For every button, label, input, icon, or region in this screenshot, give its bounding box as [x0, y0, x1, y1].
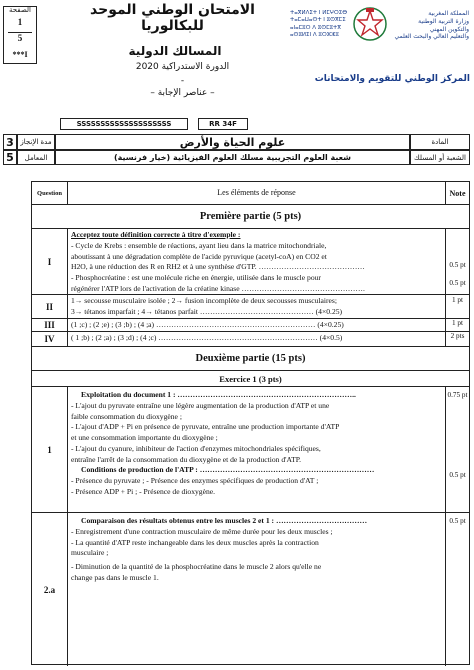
answers-ar: – عناصر الإجابة – [150, 88, 215, 98]
table-row [32, 294, 469, 318]
exercise1-title-row [32, 370, 469, 386]
answer-note: 0.5 pt [445, 513, 469, 666]
table-row [32, 318, 469, 331]
exam-header [0, 0, 474, 165]
part2-title: Deuxième partie (15 pts) [195, 353, 306, 364]
filiere-label: الشعبة أو المسلك [410, 150, 470, 165]
answer-elements: Comparaison des résultats obtenus entre les muscles 2 et 1 : ……………………………… - Enregistrement d'une contraction musculaire de même durée pour les deux muscles ; - La quantité d'ATP reste inchangeable dans les deux muscles après la contraction musculaire ; - Diminution de la quantité de la phosphocréatine dans le muscle 2 alors qu'elle ne change pas dans le muscle 1. [71, 516, 368, 582]
session-ar: الدورة الاستدراكية 2020 [135, 62, 230, 72]
morocco-emblem-icon [352, 6, 388, 42]
page-stars: ***I [12, 50, 28, 59]
col-elements-header: Les éléments de réponse [217, 188, 296, 198]
answer-note: 2 pts [445, 332, 469, 346]
col-note-header: Note [445, 182, 469, 204]
table-row [32, 331, 469, 346]
marker-dash: - [180, 76, 185, 86]
part2-title-row [32, 346, 469, 370]
answer-elements: (1 ;c) ; (2 ;e) ; (3 ;b) ; (4 ;a) ……………………………………………………… (4×0.25) [71, 320, 344, 329]
exam-code: SSSSSSSSSSSSSSSSSSSS [60, 118, 188, 130]
part1-title-row [32, 204, 469, 228]
subject-name: علوم الحياة والأرض [55, 134, 410, 150]
table-row [32, 228, 469, 294]
duration-label: مدة الإنجاز [17, 134, 55, 150]
subject-label: المادة [410, 134, 470, 150]
page-number-box [3, 6, 37, 64]
exam-subtitle-ar: المسالك الدولية [128, 44, 222, 58]
evaluation-center-ar: المركز الوطني للتقويم والامتحانات [314, 74, 470, 84]
coef-value: 5 [3, 150, 17, 165]
part1-title: Première partie (5 pts) [199, 211, 302, 222]
answer-table [31, 181, 470, 665]
question-label: II [32, 295, 68, 318]
question-label: 2.a [32, 513, 68, 666]
table-row [32, 386, 469, 512]
rr-code: RR 34F [198, 118, 248, 130]
question-label: III [32, 319, 68, 331]
ministry-name-tifinagh: ⵜⴰⴳⵍⴷⵉⵜ ⵏ ⵍⵎⵖⵔⵉⴱ ⵜⴰⵎⴰⵡⴰⵙⵜ ⵏ ⵓⵙⴳⵎⵉ ⴰⵏⴰⵎⵓⵔ ⴷ ⵓⵙⵎⵓⵜⴳ ⴰⵙⵓⵍⵉⵏ ⴷ ⵓⵔⵣⵣⵓ [290, 10, 348, 39]
question-label: I [32, 229, 68, 294]
answer-elements: ( 1 ;b) ; (2 ;a) ; (3 ;d) ; (4 ;c) ……………………………………………………… (4×0.5) [71, 333, 343, 342]
table-row [32, 512, 469, 666]
answer-elements: Exploitation du document 1 : …………………………………………………………….. - L'ajout du pyruvate entraîne une légère augmentation de la production d'ATP et une faible consommation du dioxygène ; - L'ajout d'ADP + Pi en présence de pyruvate, entraîne une production importante d'ATP et une consommation importante du dioxygène ; - L'ajout du cyanure, inhibiteur de l'action d'enzymes mitochondriales spécifiques, entraîne l'arrêt de la consommation du dioxygène et de la production d'ATP. Conditions de production de l'ATP : …………………………………………………………… - Présence du pyruvate ; - Présence des enzymes spécifiques de production d'AT ; - Présence ADP + Pi ; - Présence de dioxygène. [71, 390, 375, 497]
table-header-row [32, 182, 469, 204]
answer-note: 0.5 pt 0.5 pt [445, 229, 469, 294]
page-number: 1 [17, 17, 23, 27]
question-label: 1 [32, 387, 68, 512]
exercise1-title: Exercice 1 (3 pts) [219, 373, 282, 384]
answer-elements: Acceptez toute définition correcte à titre d'exemple : - Cycle de Krebs : ensemble de réactions, ayant lieu dans la matrice mitochondriale, aboutissant à une dégradation complète de l'acide pyruvique (acetyl-coA) en CO2 et H2O, à une réduction des R en RH2 et à une synthèse d'GTP. …………………………………… - Phosphocréatine : est une molécule riche en énergie, utilisée dans le muscle pour régénérer l'ATP lors de l'activation de la créatine kinase …………………………………………. [71, 230, 365, 293]
question-label: IV [32, 332, 68, 346]
answer-note: 1 pt [445, 319, 469, 331]
page-label: الصفحة [9, 6, 31, 14]
duration-value: 3 [3, 134, 17, 150]
coef-label: المعامل [17, 150, 55, 165]
ministry-name-ar: المملكة المغربية وزارة التربية الوطنية والتكوين المهني والتعليم العالي والبحث العلمي [394, 10, 469, 41]
answer-note: 1 pt [445, 295, 469, 318]
exam-title-ar: الامتحان الوطني الموحد للبكالوريا [90, 2, 255, 34]
col-question-header: Question [32, 182, 68, 204]
filiere-name: شعبة العلوم التجريبية مسلك العلوم الفيزيائية (خيار فرنسية) [55, 150, 410, 165]
page-total: 5 [17, 33, 23, 43]
answer-elements: 1→ secousse musculaire isolée ; 2→ fusion incomplète de deux secousses musculaires; 3→ tétanos imparfait ; 4→ tétanos parfait ……………………………………… (4×0.25) [71, 296, 343, 316]
answer-note: 0.75 pt 0.5 pt [445, 387, 469, 512]
